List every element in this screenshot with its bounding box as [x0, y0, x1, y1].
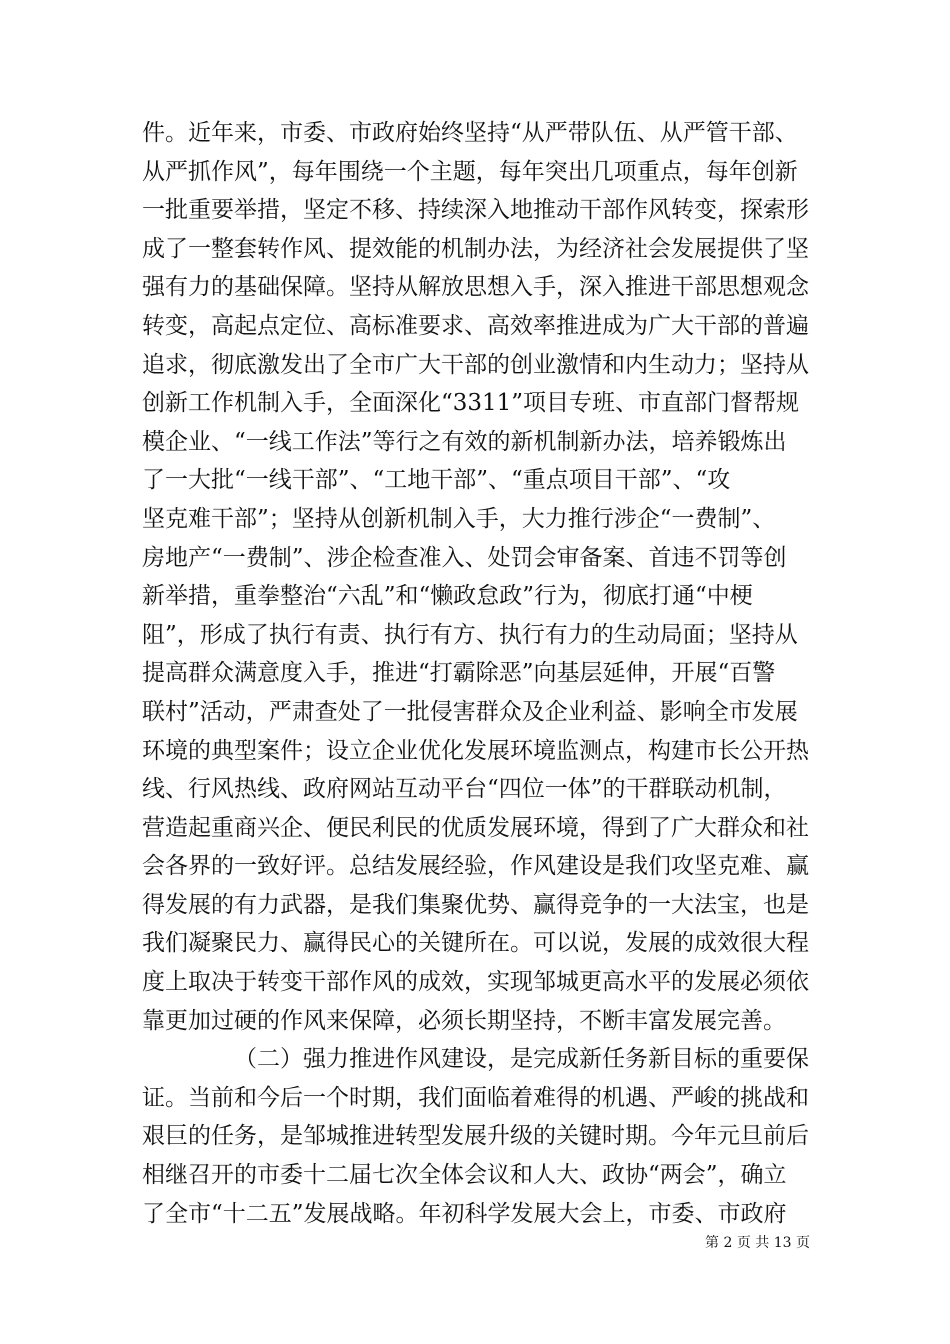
text-line: 得发展的有力武器，是我们集聚优势、赢得竞争的一大法宝，也是	[142, 891, 809, 918]
paragraph-work-style-review	[142, 114, 810, 1040]
text-line: 我们凝聚民力、赢得民心的关键所在。可以说，发展的成效很大程	[142, 930, 809, 957]
text-line: 会各界的一致好评。总结发展经验，作风建设是我们攻坚克难、赢	[142, 853, 809, 880]
text-line: 联村”活动，严肃查处了一批侵害群众及企业利益、影响全市发展	[142, 698, 798, 725]
text-line: 证。当前和今后一个时期，我们面临着难得的机遇、严峻的挑战和	[142, 1084, 809, 1111]
text-line: 新举措，重拳整治“六乱”和“懒政怠政”行为，彻底打通“中梗	[142, 583, 753, 610]
paragraph-section-two	[142, 1040, 810, 1233]
text-line: 件。近年来，市委、市政府始终坚持“从严带队伍、从严管干部、	[142, 120, 798, 146]
text-line: 强有力的基础保障。坚持从解放思想入手，深入推进干部思想观念	[142, 274, 809, 301]
text-line: 环境的典型案件；设立企业优化发展环境监测点，构建市长公开热	[142, 737, 809, 764]
text-line: 从严抓作风”，每年围绕一个主题，每年突出几项重点，每年创新	[142, 158, 798, 185]
text-line: 房地产“一费制”、涉企检查准入、处罚会审备案、首违不罚等创	[142, 544, 787, 571]
text-line: 模企业、“一线工作法”等行之有效的新机制新办法，培养锻炼出	[142, 428, 787, 455]
text-line: 提高群众满意度入手，推进“打霸除恶”向基层延伸，开展“百警	[142, 660, 776, 687]
text-line: 坚克难干部”；坚持从创新机制入手，大力推行涉企“一费制”、	[142, 505, 776, 532]
text-line: 了全市“十二五”发展战略。年初科学发展大会上，市委、市政府	[142, 1200, 787, 1227]
text-line: 阻”，形成了执行有责、执行有方、执行有力的生动局面；坚持从	[142, 621, 798, 648]
page-number-footer: 第 2 页 共 13 页	[705, 1235, 810, 1251]
text-line: 相继召开的市委十二届七次全体会议和人大、政协“两会”，确立	[142, 1162, 787, 1189]
text-line: 创新工作机制入手，全面深化“3311”项目专班、市直部门督帮规	[142, 390, 800, 417]
text-line: 追求，彻底激发出了全市广大干部的创业激情和内生动力；坚持从	[142, 351, 809, 378]
document-body	[142, 114, 810, 1233]
text-line: 线、行风热线、政府网站互动平台“四位一体”的干群联动机制，	[142, 776, 787, 803]
section-heading-line: （二）强力推进作风建设，是完成新任务新目标的重要保	[234, 1046, 809, 1073]
text-line: 度上取决于转变干部作风的成效，实现邹城更高水平的发展必须依	[142, 969, 809, 996]
text-line: 靠更加过硬的作风来保障，必须长期坚持，不断丰富发展完善。	[142, 1007, 786, 1034]
text-line: 成了一整套转作风、提效能的机制办法，为经济社会发展提供了坚	[142, 235, 809, 262]
text-line: 艰巨的任务，是邹城推进转型发展升级的关键时期。今年元旦前后	[142, 1123, 809, 1150]
text-line: 营造起重商兴企、便民利民的优质发展环境，得到了广大群众和社	[142, 814, 809, 841]
text-line: 一批重要举措，坚定不移、持续深入地推动干部作风转变，探索形	[142, 197, 809, 224]
text-line: 了一大批“一线干部”、“工地干部”、“重点项目干部”、“攻	[142, 467, 731, 494]
text-line: 转变，高起点定位、高标准要求、高效率推进成为广大干部的普遍	[142, 312, 809, 339]
